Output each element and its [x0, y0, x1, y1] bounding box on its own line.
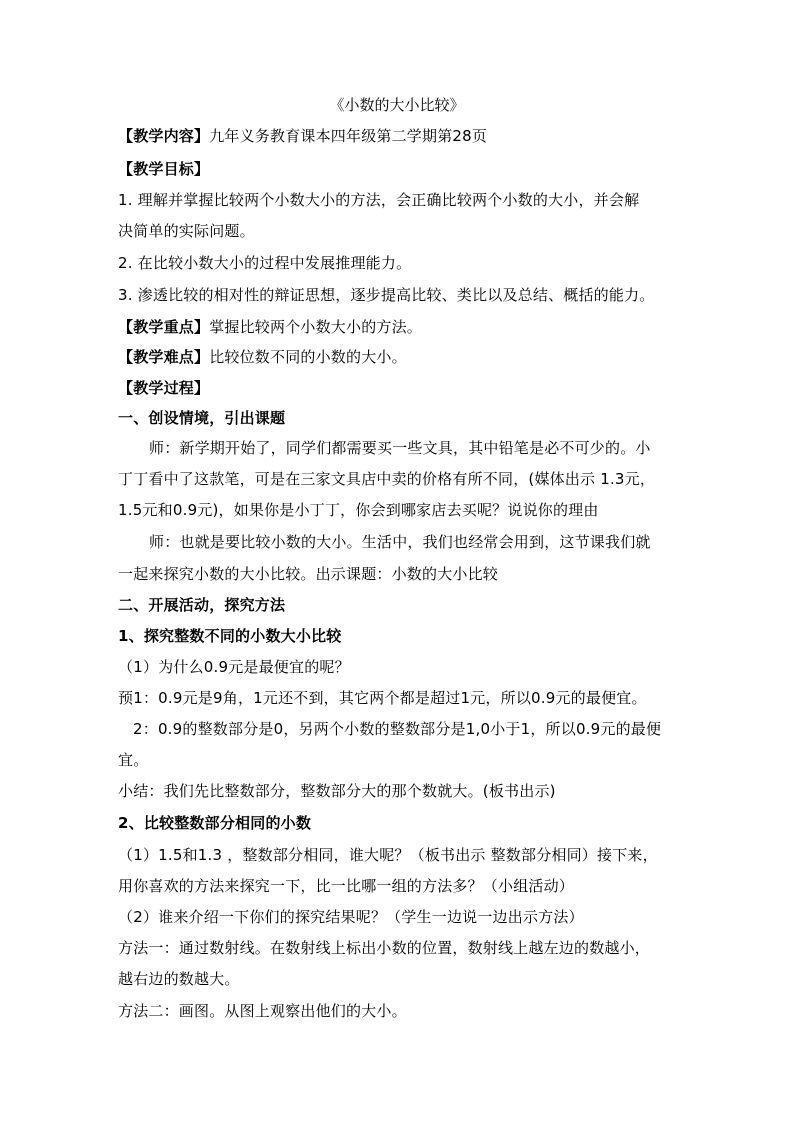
- section-1-heading: 一、创设情境，引出课题: [118, 409, 286, 427]
- subsection-1-heading: 1、探究整数不同的小数大小比较: [118, 627, 342, 645]
- section-1-paragraph-1-line-2: 丁丁看中了这款笔，可是在三家文具店中卖的价格有所不同，(媒体出示 1.3元，: [118, 470, 656, 488]
- key-point-row: [118, 316, 422, 338]
- goal-3: 3. 渗透比较的相对性的辩证思想，逐步提高比较、类比以及总结、概括的能力。: [118, 286, 655, 304]
- prediction-1: 预1：0.9元是9角，1元还不到，其它两个都是超过1元，所以0.9元的最便宜。: [118, 689, 647, 707]
- key-point-text: 掌握比较两个小数大小的方法。: [209, 318, 423, 336]
- section-1-paragraph-2-line-2: 一起来探究小数的大小比较。出示课题：小数的大小比较: [118, 565, 499, 583]
- summary: 小结：我们先比整数部分，整数部分大的那个数就大。(板书出示): [118, 782, 556, 800]
- section-1-paragraph-1-line-3: 1.5元和0.9元)，如果你是小丁丁，你会到哪家店去买呢？说说你的理由: [118, 501, 599, 519]
- prediction-2-line-2: 宜。: [118, 751, 149, 769]
- question-2-line-1: （1）1.5和1.3 ，整数部分相同，谁大呢？（板书出示 整数部分相同）接下来，: [118, 846, 658, 864]
- goal-2: 2. 在比较小数大小的过程中发展推理能力。: [118, 254, 412, 272]
- section-1-paragraph-1-line-1: 师：新学期开始了，同学们都需要买一些文具，其中铅笔是必不可少的。小: [149, 439, 651, 457]
- section-1-paragraph-2-line-1: 师：也就是要比较小数的大小。生活中，我们也经常会用到，这节课我们就: [149, 533, 651, 551]
- method-2: 方法二：画图。从图上观察出他们的大小。: [118, 1002, 407, 1020]
- document-title: 《小数的大小比较》: [329, 96, 465, 114]
- question-1: （1）为什么0.9元是最便宜的呢？: [118, 658, 350, 676]
- prediction-2-line-1: 2：0.9的整数部分是0，另两个小数的整数部分是1,0小于1，所以0.9元的最便: [133, 720, 662, 738]
- method-1-line-2: 越右边的数越大。: [118, 970, 240, 988]
- content-text: 九年义务教育课本四年级第二学期第28页: [209, 127, 488, 145]
- content-label: 【教学内容】: [118, 127, 210, 145]
- goals-label: 【教学目标】: [118, 160, 210, 178]
- question-3: （2）谁来介绍一下你们的探究结果呢？（学生一边说一边出示方法）: [118, 908, 584, 926]
- difficulty-label: 【教学难点】: [118, 348, 210, 366]
- question-2-line-2: 用你喜欢的方法来探究一下，比一比哪一组的方法多？（小组活动）: [118, 877, 575, 895]
- method-1-line-1: 方法一：通过数射线。在数射线上标出小数的位置，数射线上越左边的数越小，: [118, 939, 651, 957]
- subsection-2-heading: 2、比较整数部分相同的小数: [118, 814, 312, 832]
- difficulty-row: [118, 346, 407, 368]
- content-row: [118, 125, 487, 147]
- difficulty-text: 比较位数不同的小数的大小。: [209, 348, 407, 366]
- section-2-heading: 二、开展活动，探究方法: [118, 596, 286, 614]
- process-label: 【教学过程】: [118, 379, 210, 397]
- goal-1-line-1: 1. 理解并掌握比较两个小数大小的方法，会正确比较两个小数的大小，并会解: [118, 191, 640, 209]
- goal-1-line-2: 决简单的实际问题。: [118, 222, 255, 240]
- key-point-label: 【教学重点】: [118, 318, 210, 336]
